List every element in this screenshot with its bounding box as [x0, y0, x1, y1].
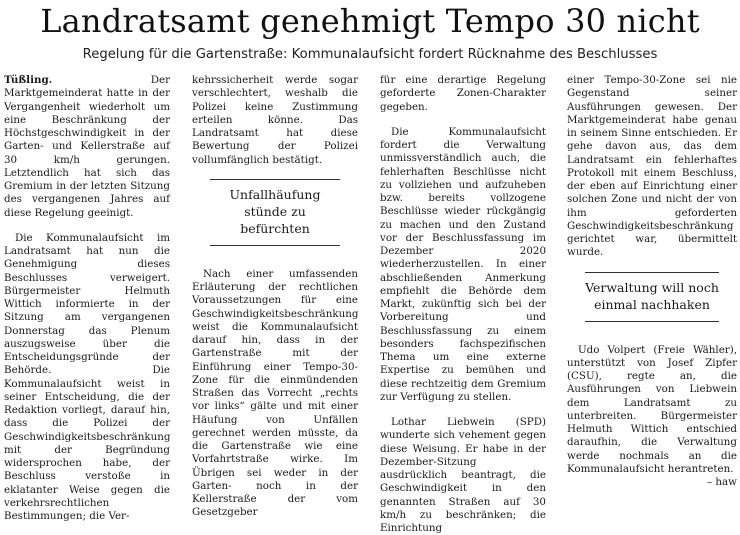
paragraph: Die Kommunalaufsicht fordert die Verwaltung unmissverständlich auch, die fehlerhaften Beschlüsse nicht zu vollziehen und aufzuheben bzw. bereits vollzogene Beschlüsse wieder rückgängig zu machen und den Zustand vor der Beschlussfassung im Dezember 2020 wiederherzustellen. In einer abschließenden Anmerkung empfiehlt die Behörde dem Markt, zukünftig sich bei der Vorbereitung und Beschlussfassung zu einem besonders fachspezifischen Thema um eine externe Expertise zu bemühen und diese rechtzeitig dem Gremium zur Verfügung zu stellen. [380, 125, 546, 403]
article-column-4 [567, 74, 737, 488]
paragraph: kehrssicherheit werde sogar verschlechtert, weshalb die Polizei keine Zustimmung erteilen könne. Das Landratsamt hat diese Bewertung der Polizei vollumfänglich bestätigt. [192, 74, 358, 166]
author-signature: – haw [706, 476, 737, 488]
article-column-2 [192, 74, 359, 519]
dateline: Tüßling. [4, 74, 53, 86]
paragraph-text: Der Marktgemeinderat hatte in der Vergangenheit wiederholt um eine Beschränkung der Höchstgeschwindigkeit in der Garten- und Kellerstraße auf 30 km/h gerungen. Letztendlich hat sich das Gremium in der letzten Sitzung des vergangenen Jahres auf diese Regelung geeinigt. [4, 74, 170, 219]
paragraph: einer Tempo-30-Zone sei nie Gegenstand seiner Ausführungen gewesen. Der Marktgemeinderat habe genau in seinem Sinne entschieden. Er gehe davon aus, das dem Landratsamt ein fehlerhaftes Protokoll mit einem Beschluss, der eben auf Einrichtung einer solchen Zone und nicht der von ihm geforderten Geschwindigkeitsbeschränkung gerichtet war, übermittelt wurde. [567, 74, 737, 259]
section-subheading: Unfallhäufung stünde zu befürchten [210, 179, 340, 246]
paragraph: Die Kommunalaufsicht im Landratsamt hat nun die Genehmigung dieses Beschlusses verweigert. Bürgermeister Helmuth Wittich informierte in der Sitzung am vergangenen Donnerstag das Plenum auszugsweise über die Entscheidungsgründe der Behörde. Die Kommunalaufsicht weist in seiner Entscheidung, die der Redaktion vorliegt, darauf hin, dass die Polizei der Geschwindigkeitsbeschränkung mit der Begründung widersprochen habe, der Beschluss verstoße in eklatanter Weise gegen die verkehrsrechtlichen Bestimmungen; die Ver- [4, 231, 171, 522]
paragraph: Lothar Liebwein (SPD) wunderte sich vehement gegen diese Weisung. Er habe in der Dezember-Sitzung ausdrücklich beantragt, die Geschwindigkeit in den genannten Straßen auf 30 km/h zu beschränken; die Einrichtung [380, 416, 546, 534]
article-column-1 [4, 74, 171, 522]
paragraph: Udo Volpert (Freie Wähler), unterstützt von Josef Zipfer (CSU), regte an, die Ausführungen von Liebwein dem Landratsamt zu unterbreiten. Bürgermeister Helmuth Wittich entschied daraufhin, die Verwaltung werde nochmals an die Kommunalaufsicht herantreten. [567, 343, 737, 475]
paragraph [4, 74, 170, 220]
paragraph: Nach einer umfassenden Erläuterung der rechtlichen Voraussetzungen für eine Geschwindigkeitsbeschränkung weist die Kommunalaufsicht darauf hin, dass in der Gartenstraße mit der Einführung einer Tempo-30-Zone für die einmündenden Straßen das Vorrecht „rechts vor links“ gälte und mit einer Häufung von Unfällen gerechnet werden müsste, da die Gartenstraße wie eine Vorfahrtstraße wirke. Im Übrigen sei weder in der Garten- noch in der Kellerstraße der vom Gesetzgeber [192, 267, 359, 519]
headline: Landratsamt genehmigt Tempo 30 nicht [40, 2, 700, 40]
paragraph: für eine derartige Regelung geforderte Zonen-Charakter gegeben. [380, 74, 546, 113]
article-column-3 [380, 74, 546, 534]
subheadline: Regelung für die Gartenstraße: Kommunalaufsicht fordert Rücknahme des Beschlusses [82, 47, 658, 62]
section-subheading: Verwaltung will noch einmal nachhaken [585, 272, 719, 322]
